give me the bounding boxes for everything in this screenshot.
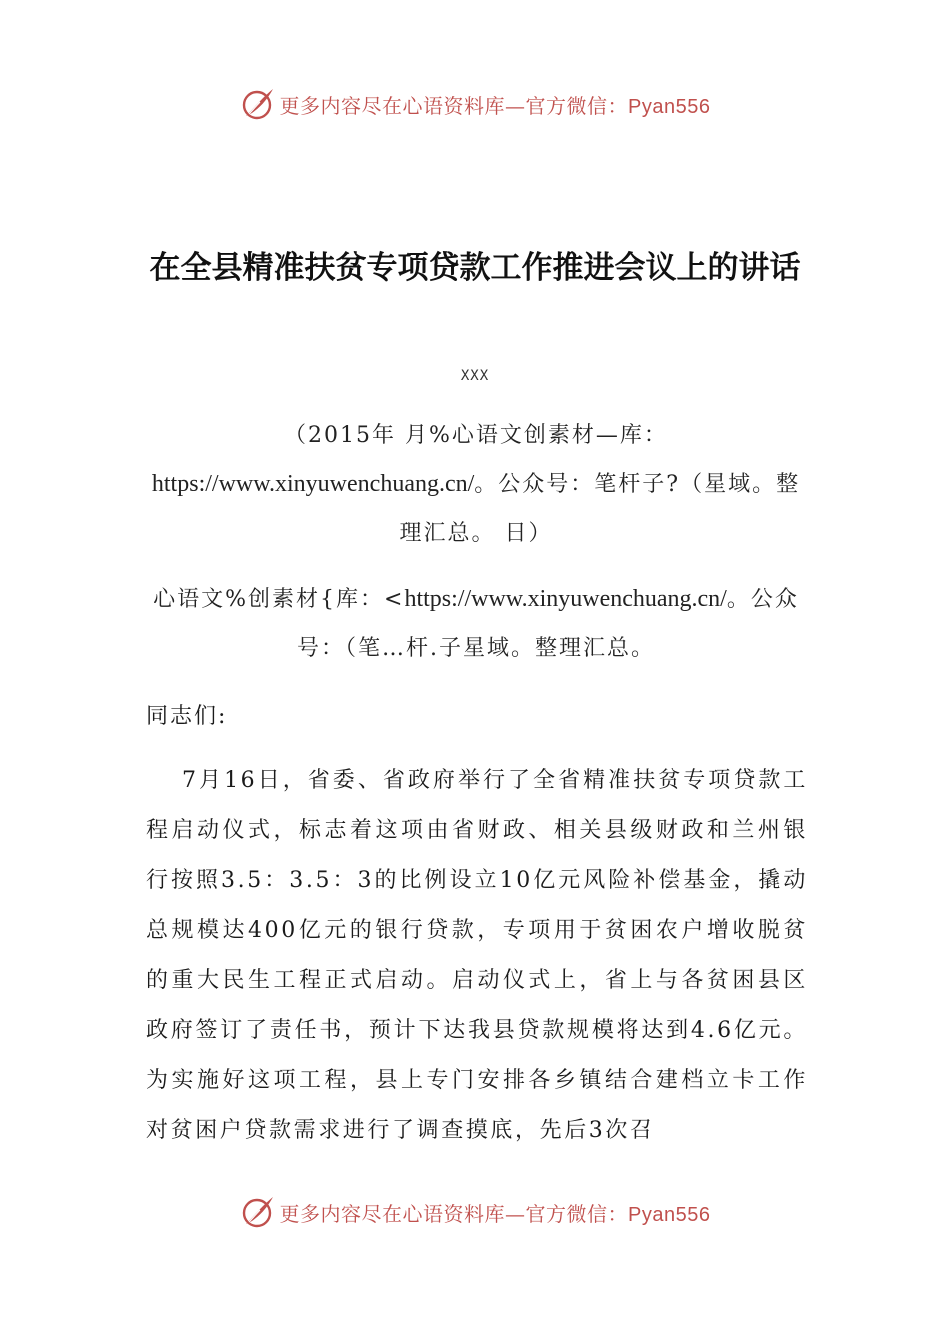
source-note-1-url: https://www.xinyuwenchuang.cn/ xyxy=(151,471,475,497)
source-note-2 xyxy=(146,575,806,673)
salutation: 同志们: xyxy=(146,704,228,729)
quill-pen-logo-icon xyxy=(240,86,276,122)
body-paragraph: 7月16日，省委、省政府举行了全省精准扶贫专项贷款工程启动仪式，标志着这项由省财政、相关县级财政和兰州银行按照3.5：3.5：3的比例设立10亿元风险补偿基金，撬动总规模达400亿元的银行贷款，专项用于贫困农户增收脱贫的重大民生工程正式启动。启动仪式上，省上与各贫困县区政府签订了责任书，预计下达我县贷款规模将达到4.6亿元。为实施好这项工程，县上专门安排各乡镇结合建档立卡工作对贫困户贷款需求进行了调查摸底，先后3次召 xyxy=(146,768,808,1143)
footer-banner-text xyxy=(280,1198,711,1227)
footer-banner-account: Pyan556 xyxy=(628,1203,711,1226)
header-banner-account: Pyan556 xyxy=(628,95,711,118)
source-note-1-prefix: （2015年 月%心语文创素材—库： xyxy=(284,423,668,448)
footer-watermark-banner xyxy=(0,1190,950,1234)
footer-banner-label: 更多内容尽在心语资料库—官方微信： xyxy=(279,1201,629,1226)
header-banner-text xyxy=(280,90,711,119)
source-note-1-suffix: 。公众号：笔杆子?（星域。整理汇总。 日） xyxy=(399,472,801,546)
source-note-1 xyxy=(146,411,806,558)
document-title: 在全县精准扶贫专项贷款工作推进会议上的讲话 xyxy=(149,250,801,286)
document-author: XXX xyxy=(460,368,490,384)
quill-pen-logo-icon xyxy=(240,1194,276,1230)
header-watermark-banner xyxy=(0,82,950,126)
source-note-2-suffix: 。公众号：（笔…杆.子星域。整理汇总。 xyxy=(297,587,799,661)
header-banner-label: 更多内容尽在心语资料库—官方微信： xyxy=(279,93,629,118)
source-note-2-url: https://www.xinyuwenchuang.cn/ xyxy=(404,586,727,612)
source-note-2-prefix: 心语文%创素材{库：< xyxy=(153,587,405,612)
